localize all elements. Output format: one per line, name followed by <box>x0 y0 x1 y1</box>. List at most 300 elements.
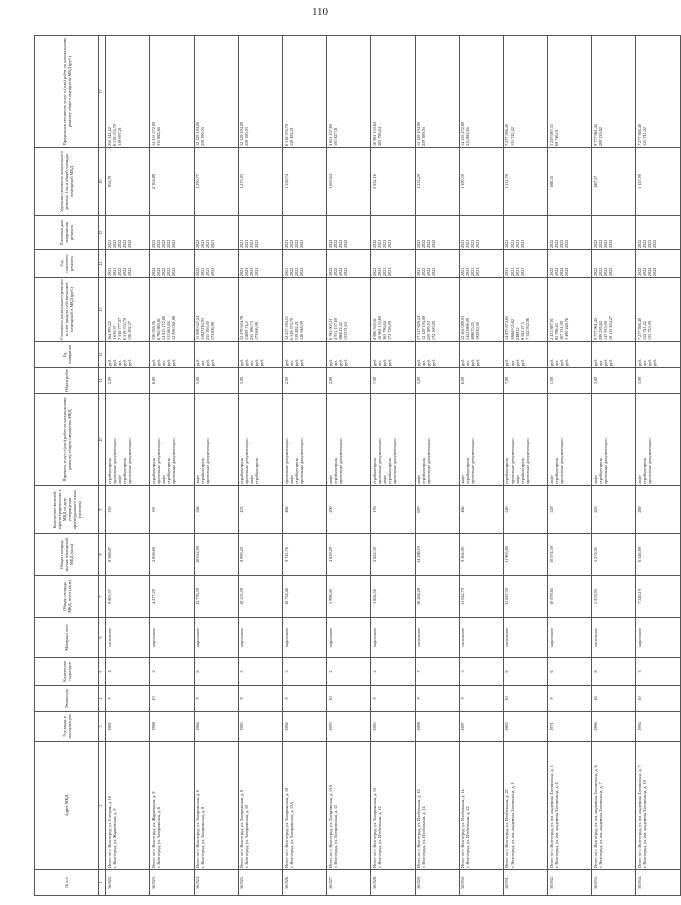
cell-line: руб. <box>298 358 304 366</box>
cell-works <box>592 394 636 486</box>
cell-line: 311 882,84 <box>156 127 161 146</box>
cell-line: шт. <box>116 360 122 366</box>
cell-units <box>150 342 194 368</box>
cell-line: Итого по г. Волгоград, ул. Запорожская, д. 13А <box>327 784 333 868</box>
cell-area: 5 998,40 <box>327 576 371 618</box>
cell-area: 10 718,46 <box>282 576 326 618</box>
cell-line: руб. <box>254 358 260 366</box>
cell-line: стройконтроль <box>166 457 172 484</box>
cell-year: 1988 <box>415 712 459 742</box>
cell-pyears <box>150 250 194 278</box>
cell-line: 14 875 874,85 <box>504 315 510 340</box>
cell-wall: кирпичное <box>371 618 415 658</box>
cell-line: проектные документации <box>298 438 304 484</box>
table-body <box>106 36 680 896</box>
cell-spec: 1 290,77 <box>194 148 238 216</box>
cell-line: 14255806,09 <box>465 318 471 340</box>
cell-line: 2022 <box>121 239 127 248</box>
cell-line: 2021 <box>509 239 515 248</box>
cell-costs <box>150 278 194 342</box>
cell-line: г. Волгоград, ул. Запорожская, д. 10 <box>244 804 250 868</box>
cell-units <box>548 342 592 368</box>
cell-line: 2022 <box>171 267 177 276</box>
cell-n: 56/933. <box>592 870 636 896</box>
cell-vol: 5,00 <box>415 368 459 394</box>
cell-line: 6 518 574,70 <box>283 124 289 146</box>
cell-area: 7 246,19 <box>636 576 680 618</box>
cell-works <box>194 394 238 486</box>
cell-spec: 1 390,59 <box>459 148 503 216</box>
cell-dyears <box>327 216 371 250</box>
cell-ent: 8 <box>592 658 636 686</box>
cell-wall: кирпичное <box>194 618 238 658</box>
cell-spec: 688,15 <box>548 148 592 216</box>
cell-line: 2022 <box>553 239 559 248</box>
cell-living: 8 588,87 <box>106 534 150 576</box>
cell-dyears <box>459 216 503 250</box>
cell-line: проектные документации <box>171 438 177 484</box>
cell-line: руб. <box>342 358 348 366</box>
cell-costs <box>636 278 680 342</box>
cell-addr <box>459 742 503 870</box>
cell-dyears <box>106 216 150 250</box>
cell-line: руб. <box>416 358 422 366</box>
cell-living: 2 858,60 <box>150 534 194 576</box>
cell-line: 2022 <box>195 239 201 248</box>
cell-line: 2021 <box>249 267 255 276</box>
table-row <box>194 36 238 896</box>
column-number: 14 <box>99 250 106 278</box>
cell-pyears <box>327 250 371 278</box>
cell-line: 85 796,45 <box>553 323 559 340</box>
cell-spec: 1 232,29 <box>415 148 459 216</box>
cell-line: 7 277 926,40 <box>637 318 643 340</box>
cell-ent: 7 <box>415 658 459 686</box>
cell-n: 56/931. <box>503 870 547 896</box>
cell-n: 56/926. <box>282 870 326 896</box>
cell-line: 259 390,03 <box>244 127 250 146</box>
cell-line: шт. <box>332 360 338 366</box>
cell-area: 13 847,30 <box>503 576 547 618</box>
column-header: Этажность <box>35 686 99 712</box>
cell-line: 3 259 087,35 <box>548 124 554 146</box>
cell-line: 2022 <box>637 267 643 276</box>
column-number: 6 <box>99 618 106 658</box>
cell-line: 2022 <box>116 267 122 276</box>
cell-line: г. Волгоград, ул. Запорожская, д. 15 <box>332 804 338 868</box>
cell-line: 2021 <box>460 239 466 248</box>
cell-wall: панельное <box>106 618 150 658</box>
cell-line: руб. <box>150 358 156 366</box>
cell-line: проектные документации <box>376 438 382 484</box>
cell-line: Итого по г. Волгоград, ул. Запорожская, д. 6 <box>195 789 201 868</box>
column-header: Стоимость капитального ремонта за счет средств собственников помещений в МКД (руб.) <box>35 278 99 342</box>
column-header: Количество подъездов <box>35 658 99 686</box>
cell-line: г. Волгоград, ул. Изобильная, д. 12 <box>376 806 382 868</box>
cell-n: 56/928. <box>371 870 415 896</box>
cell-line: Итого по г. Волгоград, ул. им. академика Богомольца, д. 6 <box>592 765 598 868</box>
column-header: Объем работ <box>35 368 99 394</box>
cell-units <box>503 342 547 368</box>
column-header: Перечень услуг и (или) работ по капитальному ремонту общего имущества МКД <box>35 394 99 486</box>
cell-line: шт. <box>553 360 559 366</box>
cell-spec: 2 364,88 <box>150 148 194 216</box>
cell-ent: 2 <box>371 658 415 686</box>
cell-people: 466 <box>459 486 503 534</box>
cell-ent: 2 <box>327 658 371 686</box>
cell-line: 2021 <box>416 267 422 276</box>
cell-line: 2021 <box>106 239 112 248</box>
cell-line: проектные документации <box>524 438 530 484</box>
cell-line: руб. <box>327 358 333 366</box>
cell-line: 2021 <box>509 267 515 276</box>
cell-line: 155 741,42 <box>642 321 648 340</box>
cell-people: 472 <box>238 486 282 534</box>
cell-line: 2022 <box>592 239 598 248</box>
cell-line: 2021 <box>416 239 422 248</box>
cell-addr <box>327 742 371 870</box>
table-row <box>459 36 503 896</box>
cell-line: стройконтроль <box>332 457 338 484</box>
cell-line: проектные документации <box>126 438 132 484</box>
cell-line: 2021 <box>106 267 112 276</box>
cell-line: г. Волгоград, ул. Запорожская, д. 6 <box>156 806 161 868</box>
cell-line: Итого по г. Волгоград, ул. Запорожская, д. 10 <box>283 787 289 868</box>
cell-living: 2 822,30 <box>371 534 415 576</box>
cell-ent: 3 <box>636 658 680 686</box>
cell-line: стройконтроль <box>553 457 559 484</box>
cell-floors: 10 <box>327 686 371 712</box>
column-number: 5 <box>99 658 106 686</box>
cell-ent: 5 <box>238 658 282 686</box>
cell-line: 2022 <box>607 239 613 248</box>
cell-line: 2021 <box>504 239 510 248</box>
cell-wall: кирпичное <box>150 618 194 658</box>
cell-line: стройконтроль <box>200 457 206 484</box>
cell-line: 2021 <box>254 267 260 276</box>
page-number: 110 <box>311 6 329 18</box>
cell-line: 2022 <box>548 267 554 276</box>
cell-line: 2022 <box>332 239 338 248</box>
cell-area: 10 555,59 <box>238 576 282 618</box>
cell-line: стройконтроль <box>121 457 127 484</box>
cell-line: руб. <box>171 358 177 366</box>
cell-line: стройконтроль <box>106 457 112 484</box>
cell-line: 2021 <box>111 239 117 248</box>
cell-floors: 16 <box>592 686 636 712</box>
cell-area: 3 856,50 <box>371 576 415 618</box>
cell-line: 311 663,84 <box>166 321 172 340</box>
cell-line: стройконтроль <box>465 457 471 484</box>
cell-line: 2021 <box>200 239 206 248</box>
cell-line: Итого по г. Волгоград, ул. Изобильная, д. 22 <box>504 789 510 868</box>
cell-line: шт. <box>288 360 294 366</box>
cell-dyears <box>636 216 680 250</box>
cell-line: стройконтроль <box>150 457 156 484</box>
cell-line: лифт <box>514 475 520 484</box>
cell-line: руб. <box>210 358 216 366</box>
cell-addr <box>371 742 415 870</box>
cell-units <box>636 342 680 368</box>
cell-living: 11 865,80 <box>503 534 547 576</box>
table-row <box>106 36 150 896</box>
cell-works <box>327 394 371 486</box>
cell-line: шт. <box>597 360 603 366</box>
cell-line: 2022 <box>161 239 167 248</box>
cell-spec: 1 147,99 <box>636 148 680 216</box>
column-header: Количество жителей, зарегистрированных в МКД на дату утверждения краткосрочного плана (человек) <box>35 486 99 534</box>
cell-vol: 7,00 <box>503 368 547 394</box>
cell-living: 9 741,76 <box>282 534 326 576</box>
cell-works <box>238 394 282 486</box>
cell-spec: 667,37 <box>592 148 636 216</box>
cell-people: 289 <box>636 486 680 534</box>
column-number: 15 <box>99 216 106 250</box>
column-number: 10 <box>99 394 106 486</box>
table-row <box>415 36 459 896</box>
cell-year: 1982 <box>282 712 326 742</box>
cell-line: 2021 <box>470 267 476 276</box>
column-number: 17 <box>99 36 106 148</box>
cell-line: 2022 <box>156 239 161 248</box>
cell-line: 2022 <box>602 239 608 248</box>
cell-dyears <box>592 216 636 250</box>
cell-works <box>282 394 326 486</box>
cell-dyears <box>150 216 194 250</box>
cell-line: 2022 <box>597 267 603 276</box>
cell-line: 2022 <box>597 239 603 248</box>
cell-costs <box>238 278 282 342</box>
cell-line: 2022 <box>602 267 608 276</box>
cell-year: 1994 <box>636 712 680 742</box>
cell-works <box>548 394 592 486</box>
cell-spec: 854,79 <box>106 148 150 216</box>
cell-dyears <box>548 216 592 250</box>
cell-line: 2022 <box>607 267 613 276</box>
table-row <box>371 36 415 896</box>
cell-line: руб. <box>548 358 554 366</box>
cell-line: 259 390,03 <box>200 127 206 146</box>
cell-line: лифт <box>381 475 387 484</box>
cell-line: руб. <box>111 358 117 366</box>
cell-line: 2022 <box>371 267 377 276</box>
cell-costs <box>194 278 238 342</box>
column-header: Материал стен <box>35 618 99 658</box>
cell-n: 56/925. <box>238 870 282 896</box>
cell-dyears <box>194 216 238 250</box>
cell-line: руб. <box>259 358 265 366</box>
cell-pyears <box>459 250 503 278</box>
cell-vol: 6,00 <box>150 368 194 394</box>
cell-line: 2021 <box>210 239 216 248</box>
cell-costs <box>371 278 415 342</box>
cell-pyears <box>106 250 150 278</box>
cell-line: 2021 <box>244 267 250 276</box>
cell-line: 147 033,00 <box>602 321 608 340</box>
rotated-table-wrapper <box>34 36 658 896</box>
cell-line: 14 555 272,80 <box>460 121 466 146</box>
cell-line: 2022 <box>156 267 161 276</box>
cell-line: 12 129 194,00 <box>195 121 201 146</box>
cell-people: 225 <box>592 486 636 534</box>
cell-wall: кирпичное <box>548 618 592 658</box>
cell-line: 16 981 153,60 <box>371 121 377 146</box>
cell-line: 2022 <box>421 239 427 248</box>
cell-line: 2022 <box>647 267 653 276</box>
cell-line: 2021 <box>283 267 289 276</box>
cell-addr <box>503 742 547 870</box>
cell-line: руб. <box>156 358 161 366</box>
cell-line: стройконтроль <box>293 457 299 484</box>
cell-floors: 9 <box>106 686 150 712</box>
cell-ent: 5 <box>459 658 503 686</box>
column-number: 11 <box>99 368 106 394</box>
cell-line: проектные документации <box>111 438 117 484</box>
cell-line: 69 746,01 <box>553 129 559 146</box>
cell-floors: 9 <box>282 686 326 712</box>
cell-line: 8 582 27,5 <box>519 322 525 340</box>
cell-line: руб. <box>519 358 525 366</box>
cell-line: 10 133 854,27 <box>607 315 613 340</box>
cell-pyears <box>238 250 282 278</box>
cell-line: 4 831 157,60 <box>327 124 333 146</box>
cell-units <box>194 342 238 368</box>
cell-line: 2022 <box>150 239 156 248</box>
column-number: 2 <box>99 742 106 870</box>
cell-area: 11 042,79 <box>459 576 503 618</box>
cell-ent: 4 <box>106 658 150 686</box>
cell-addr <box>282 742 326 870</box>
cell-works <box>371 394 415 486</box>
cell-lim <box>592 36 636 148</box>
cell-line: проектные документации <box>244 438 250 484</box>
cell-lim <box>327 36 371 148</box>
cell-living: 6 346,89 <box>636 534 680 576</box>
cell-line: 2022 <box>558 267 564 276</box>
cell-ent: 6 <box>548 658 592 686</box>
column-header: Адрес МКД <box>35 742 99 870</box>
cell-line: руб. <box>106 358 112 366</box>
cell-wall: панельное <box>415 618 459 658</box>
cell-wall: кирпичное <box>327 618 371 658</box>
cell-line: 2022 <box>431 239 437 248</box>
cell-line: 2022 <box>195 267 201 276</box>
cell-line: 14 555 272,80 <box>150 121 156 146</box>
cell-line: руб. <box>470 358 476 366</box>
cell-n: 56/930. <box>459 870 503 896</box>
table-row <box>548 36 592 896</box>
cell-vol: 5,00 <box>194 368 238 394</box>
cell-year: 1971 <box>548 712 592 742</box>
cell-wall: панельное <box>503 618 547 658</box>
cell-line: шт. <box>421 360 427 366</box>
cell-addr <box>636 742 680 870</box>
cell-line: 2022 <box>421 267 427 276</box>
cell-line: руб. <box>121 358 127 366</box>
cell-wall: панельное <box>459 618 503 658</box>
cell-line: стройконтроль <box>421 457 427 484</box>
cell-year: 1987 <box>459 712 503 742</box>
cell-line: руб. <box>381 358 387 366</box>
cell-line: 2021 <box>475 239 481 248</box>
cell-line: проектные документации <box>392 438 398 484</box>
cell-line: проектные документации <box>558 438 564 484</box>
cell-addr <box>238 742 282 870</box>
cell-line: проектные документации <box>156 438 161 484</box>
cell-n: 56/923. <box>150 870 194 896</box>
cell-line: руб. <box>592 358 598 366</box>
cell-line: г. Волгоград, ул. Запорожская, д. 8 <box>200 806 206 868</box>
column-header: Предельная стоимость услуг и (или) работ по капитальному ремонту общего имущества МКД (руб.) <box>35 36 99 148</box>
cell-line: руб. <box>504 358 510 366</box>
cell-line: Итого по г. Волгоград, ул. Изобильная, д. 12 <box>416 789 422 868</box>
cell-pyears <box>194 250 238 278</box>
cell-line: 2022 <box>298 239 304 248</box>
cell-line: стройконтроль <box>371 457 377 484</box>
cell-units <box>459 342 503 368</box>
cell-year: 1981 <box>106 712 150 742</box>
cell-dyears <box>415 216 459 250</box>
cell-line: г. Волгоград, ул. им. академика Богомольца, д. 6 <box>553 782 559 868</box>
cell-lim <box>548 36 592 148</box>
cell-line: Итого по г. Волгоград, ул. Запорожская, д. 8 <box>239 789 245 868</box>
cell-line: лифт <box>249 475 255 484</box>
cell-living: 9 364,90 <box>459 534 503 576</box>
cell-line: г. Волгоград, ул. Изобильная, д. 22 <box>465 806 471 868</box>
cell-living: 8 990,20 <box>238 534 282 576</box>
cell-line: 255 341,42 <box>106 127 112 146</box>
cell-people: 69 <box>150 486 194 534</box>
cell-line: проектные документации <box>426 438 432 484</box>
cell-living: 4 839,29 <box>327 534 371 576</box>
cell-area: 9 805,57 <box>106 576 150 618</box>
cell-units <box>592 342 636 368</box>
cell-line: 2022 <box>431 267 437 276</box>
cell-addr <box>415 742 459 870</box>
cell-line: 2022 <box>652 267 658 276</box>
cell-vol: 1,00 <box>548 368 592 394</box>
cell-people: 335 <box>106 486 150 534</box>
cell-wall: кирпичное <box>238 618 282 658</box>
cell-living: 5 274,95 <box>592 534 636 576</box>
cell-year: 1986 <box>592 712 636 742</box>
cell-line: 6 782 885,81 <box>156 318 161 340</box>
cell-line: руб. <box>563 358 569 366</box>
cell-line: 12 279 604,78 <box>239 315 245 340</box>
table-row <box>636 36 680 896</box>
cell-line: шт. <box>249 360 255 366</box>
cell-line: 2021 <box>465 239 471 248</box>
cell-line: руб. <box>460 358 466 366</box>
cell-works <box>415 394 459 486</box>
cell-line: проектные документации <box>647 438 653 484</box>
cell-dyears <box>371 216 415 250</box>
column-number: 3 <box>99 712 106 742</box>
cell-spec: 2 052,16 <box>371 148 415 216</box>
cell-pyears <box>371 250 415 278</box>
cell-line: 139 492,21 <box>288 127 294 146</box>
cell-pyears <box>282 250 326 278</box>
cell-units <box>327 342 371 368</box>
cell-line: лифт <box>327 475 333 484</box>
cell-costs <box>459 278 503 342</box>
cell-line: 2022 <box>166 239 172 248</box>
cell-line: 2022 <box>342 239 348 248</box>
cell-line: 2022 <box>126 239 132 248</box>
cell-line: 12 129 194,00 <box>239 121 245 146</box>
cell-line: шт. <box>465 360 471 366</box>
cell-line: 209 239,82 <box>597 321 603 340</box>
